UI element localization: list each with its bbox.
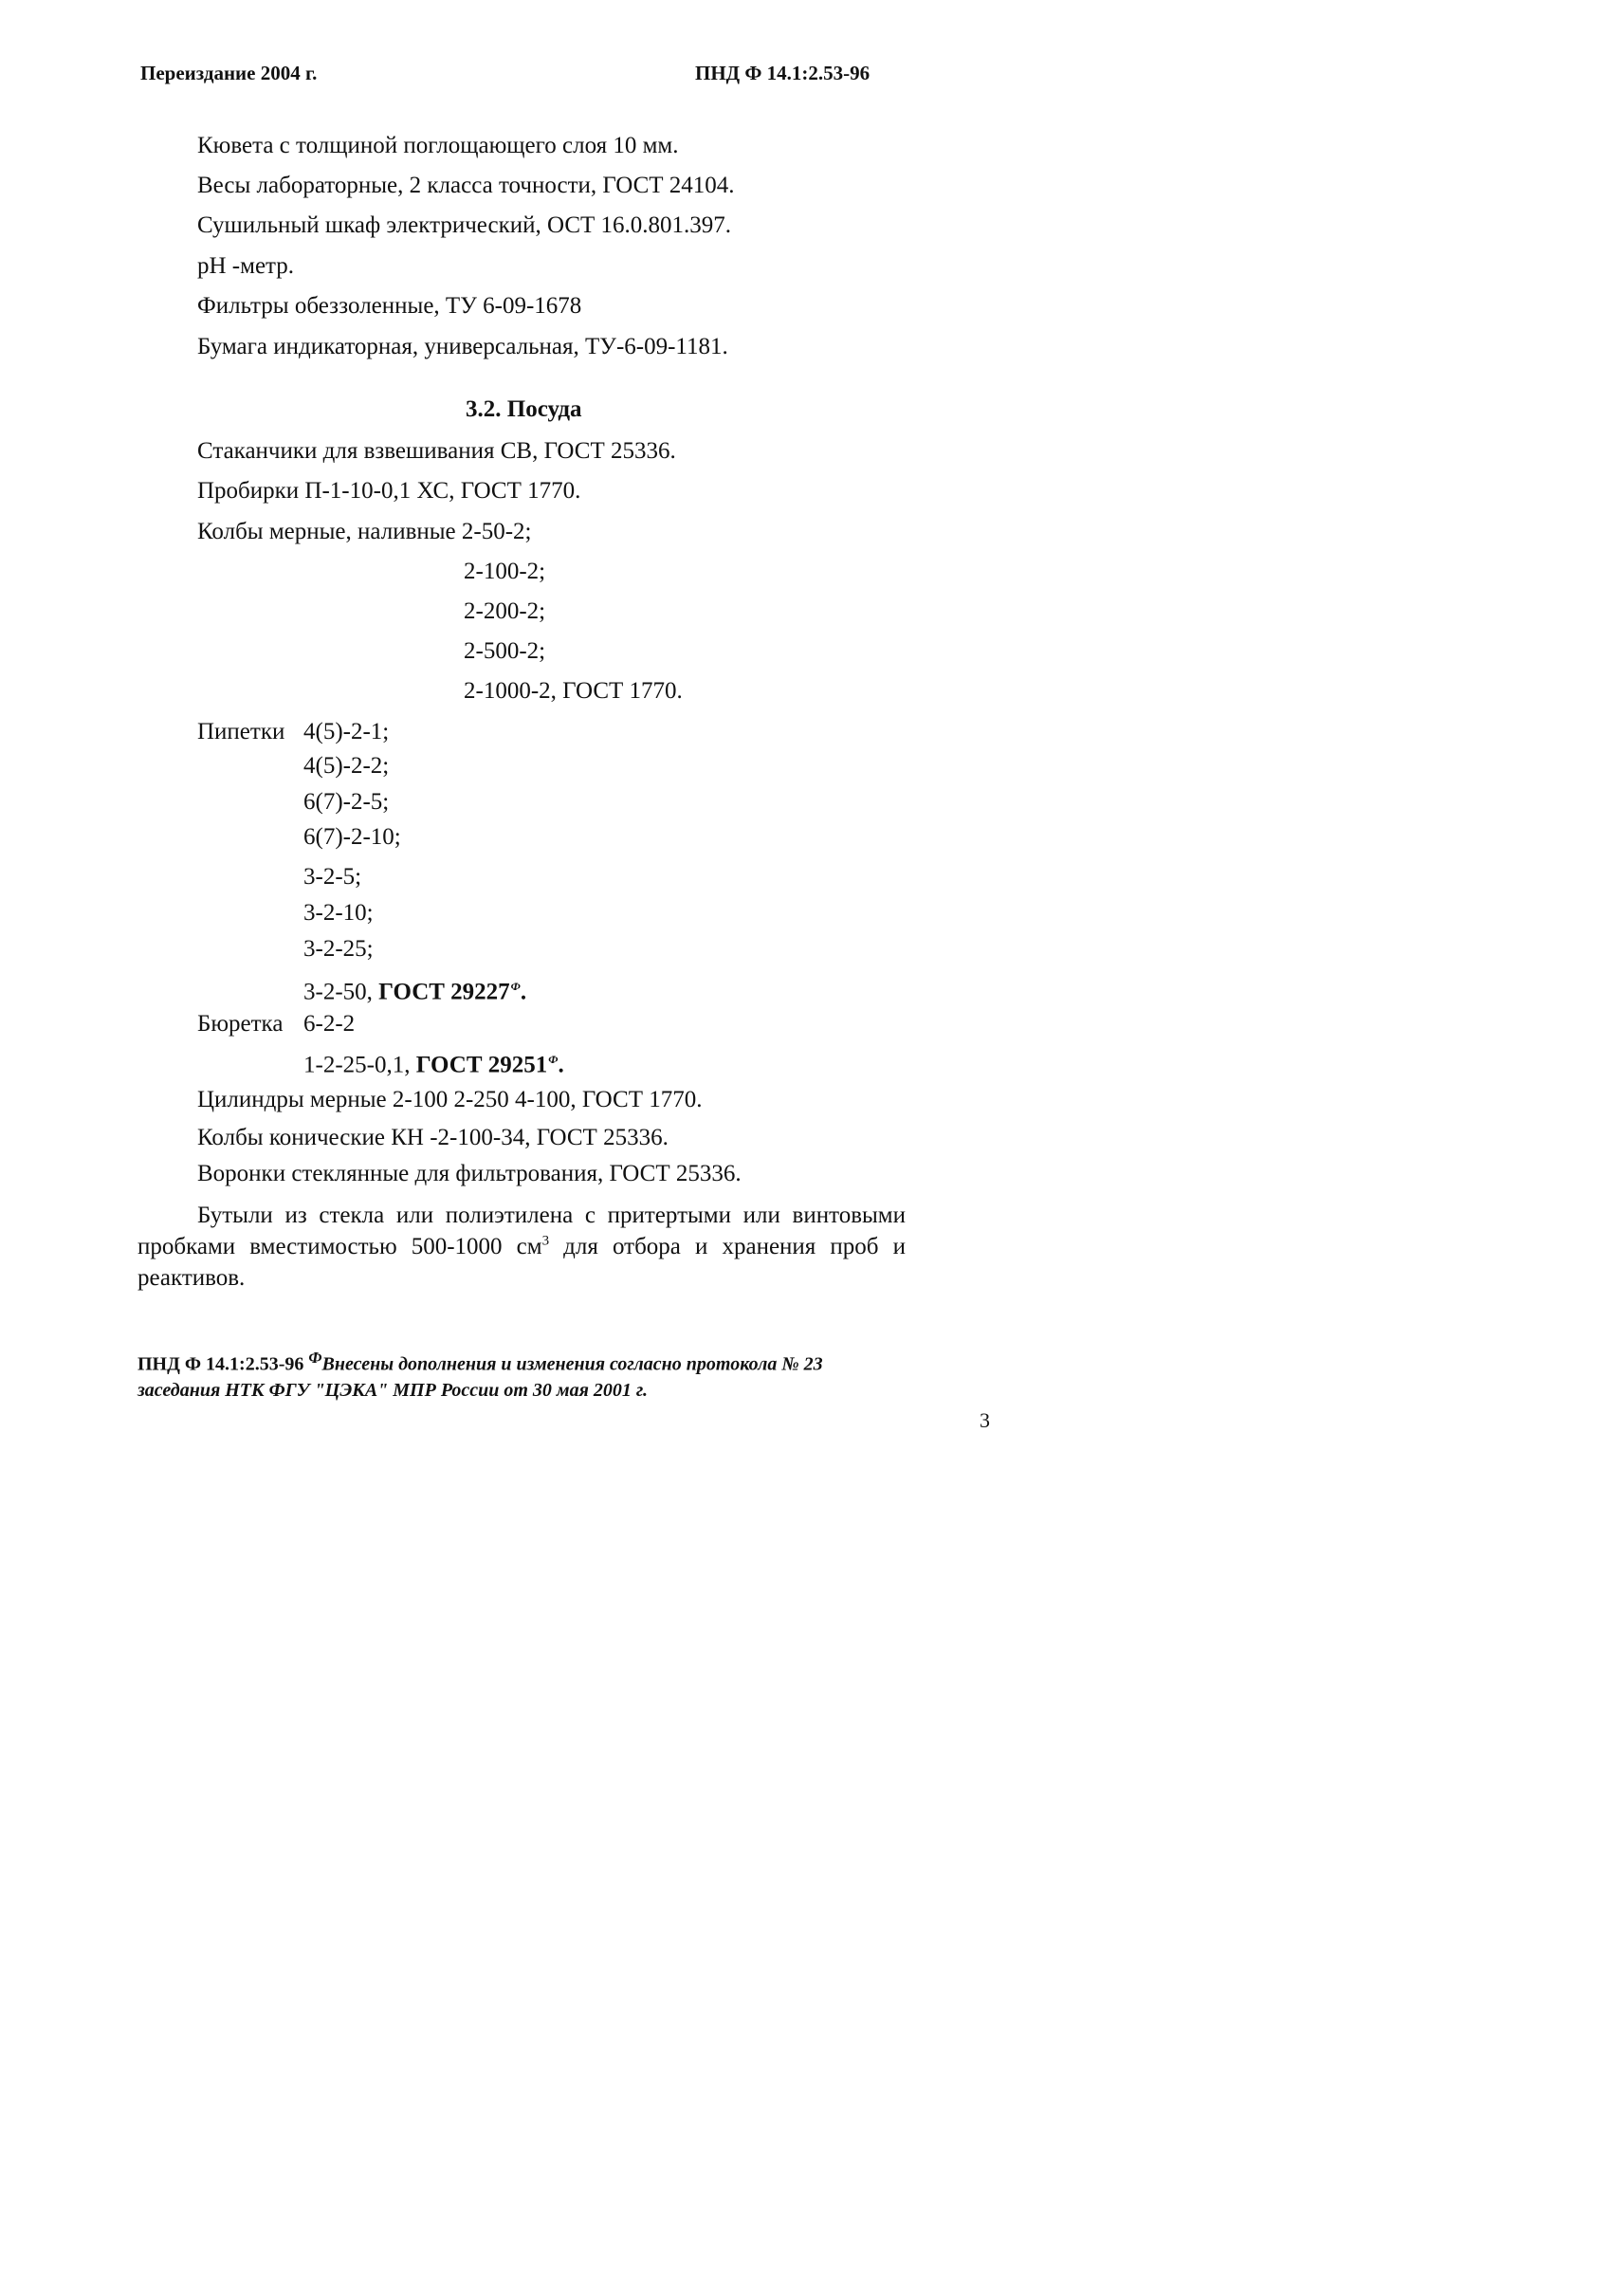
pipette-item: 6(7)-2-5;: [303, 789, 390, 815]
pipette-item: 4(5)-2-1;: [303, 719, 390, 744]
burette-label: Бюретка: [197, 1011, 284, 1037]
equipment-line: Кювета с толщиной поглощающего слоя 10 мм.: [197, 133, 679, 158]
pipette-standard: ГОСТ 29227: [378, 979, 510, 1005]
header-doc-code: ПНД Ф 14.1:2.53-96: [695, 62, 871, 84]
glassware-funnels: Воронки стеклянные для фильтрования, ГОСТ 25336.: [197, 1161, 742, 1186]
page-number: 3: [980, 1408, 990, 1432]
equipment-line: Сушильный шкаф электрический, ОСТ 16.0.801.397.: [197, 212, 732, 238]
pipette-item: 6(7)-2-10;: [303, 824, 401, 850]
pipette-item: 3-2-10;: [303, 900, 374, 926]
pipettes-label: Пипетки: [197, 719, 285, 744]
paragraph-text-start: Бутыли из стекла или полиэтилена с притертыми или винтовыми пробками вместимостью 500-1000 см: [137, 1203, 906, 1259]
paragraph-superscript: 3: [541, 1233, 550, 1249]
pipette-last-text: 3-2-50,: [303, 979, 379, 1005]
glassware-cylinders: Цилиндры мерные 2-100 2-250 4-100, ГОСТ 1770.: [197, 1087, 703, 1112]
period: .: [558, 1052, 564, 1078]
burette-last-text: 1-2-25-0,1,: [303, 1052, 416, 1078]
pipette-item: 4(5)-2-2;: [303, 753, 390, 779]
header-reissue: Переиздание 2004 г.: [140, 62, 318, 84]
bottles-paragraph: [137, 1200, 906, 1294]
equipment-line: Фильтры обеззоленные, ТУ 6-09-1678: [197, 293, 582, 319]
burette-item: 6-2-2: [303, 1011, 356, 1037]
flask-item: 2-500-2;: [464, 638, 546, 664]
flask-item: 2-1000-2, ГОСТ 1770.: [464, 678, 683, 704]
glassware-conical-flasks: Колбы конические КН -2-100-34, ГОСТ 25336.: [197, 1125, 669, 1150]
section-title: 3.2. Посуда: [466, 396, 582, 422]
equipment-line: Весы лабораторные, 2 класса точности, ГОСТ 24104.: [197, 173, 735, 198]
footnote-mark: Ф: [308, 1349, 322, 1367]
burette-item-last: [303, 1044, 564, 1080]
pipette-item-last: [303, 971, 526, 1007]
revision-mark: Ф: [510, 980, 521, 993]
flask-item: 2-100-2;: [464, 559, 546, 584]
period: .: [520, 979, 527, 1005]
equipment-line: Бумага индикаторная, универсальная, ТУ-6-09-1181.: [197, 334, 728, 359]
glassware-beakers: Стаканчики для взвешивания СВ, ГОСТ 25336.: [197, 438, 676, 464]
glassware-tubes: Пробирки П-1-10-0,1 ХС, ГОСТ 1770.: [197, 478, 581, 504]
footnote-doc-ref: ПНД Ф 14.1:2.53-96: [137, 1353, 304, 1375]
paragraph-text-end: для отбора и хранения проб и реактивов.: [137, 1234, 906, 1291]
flask-item: 2-200-2;: [464, 598, 546, 624]
burette-standard: ГОСТ 29251: [415, 1052, 548, 1078]
revision-footnote: [137, 1345, 896, 1404]
document-page: [0, 0, 1053, 1498]
equipment-line: pH -метр.: [197, 253, 295, 279]
glassware-flasks-head: Колбы мерные, наливные 2-50-2;: [197, 519, 532, 544]
footnote-text: Внесены дополнения и изменения согласно протокола № 23 заседания НТК ФГУ "ЦЭКА" МПР России от 30 мая 2001 г.: [137, 1353, 823, 1401]
pipette-item: 3-2-5;: [303, 864, 362, 890]
revision-mark: Ф: [548, 1053, 559, 1066]
pipette-item: 3-2-25;: [303, 936, 374, 962]
